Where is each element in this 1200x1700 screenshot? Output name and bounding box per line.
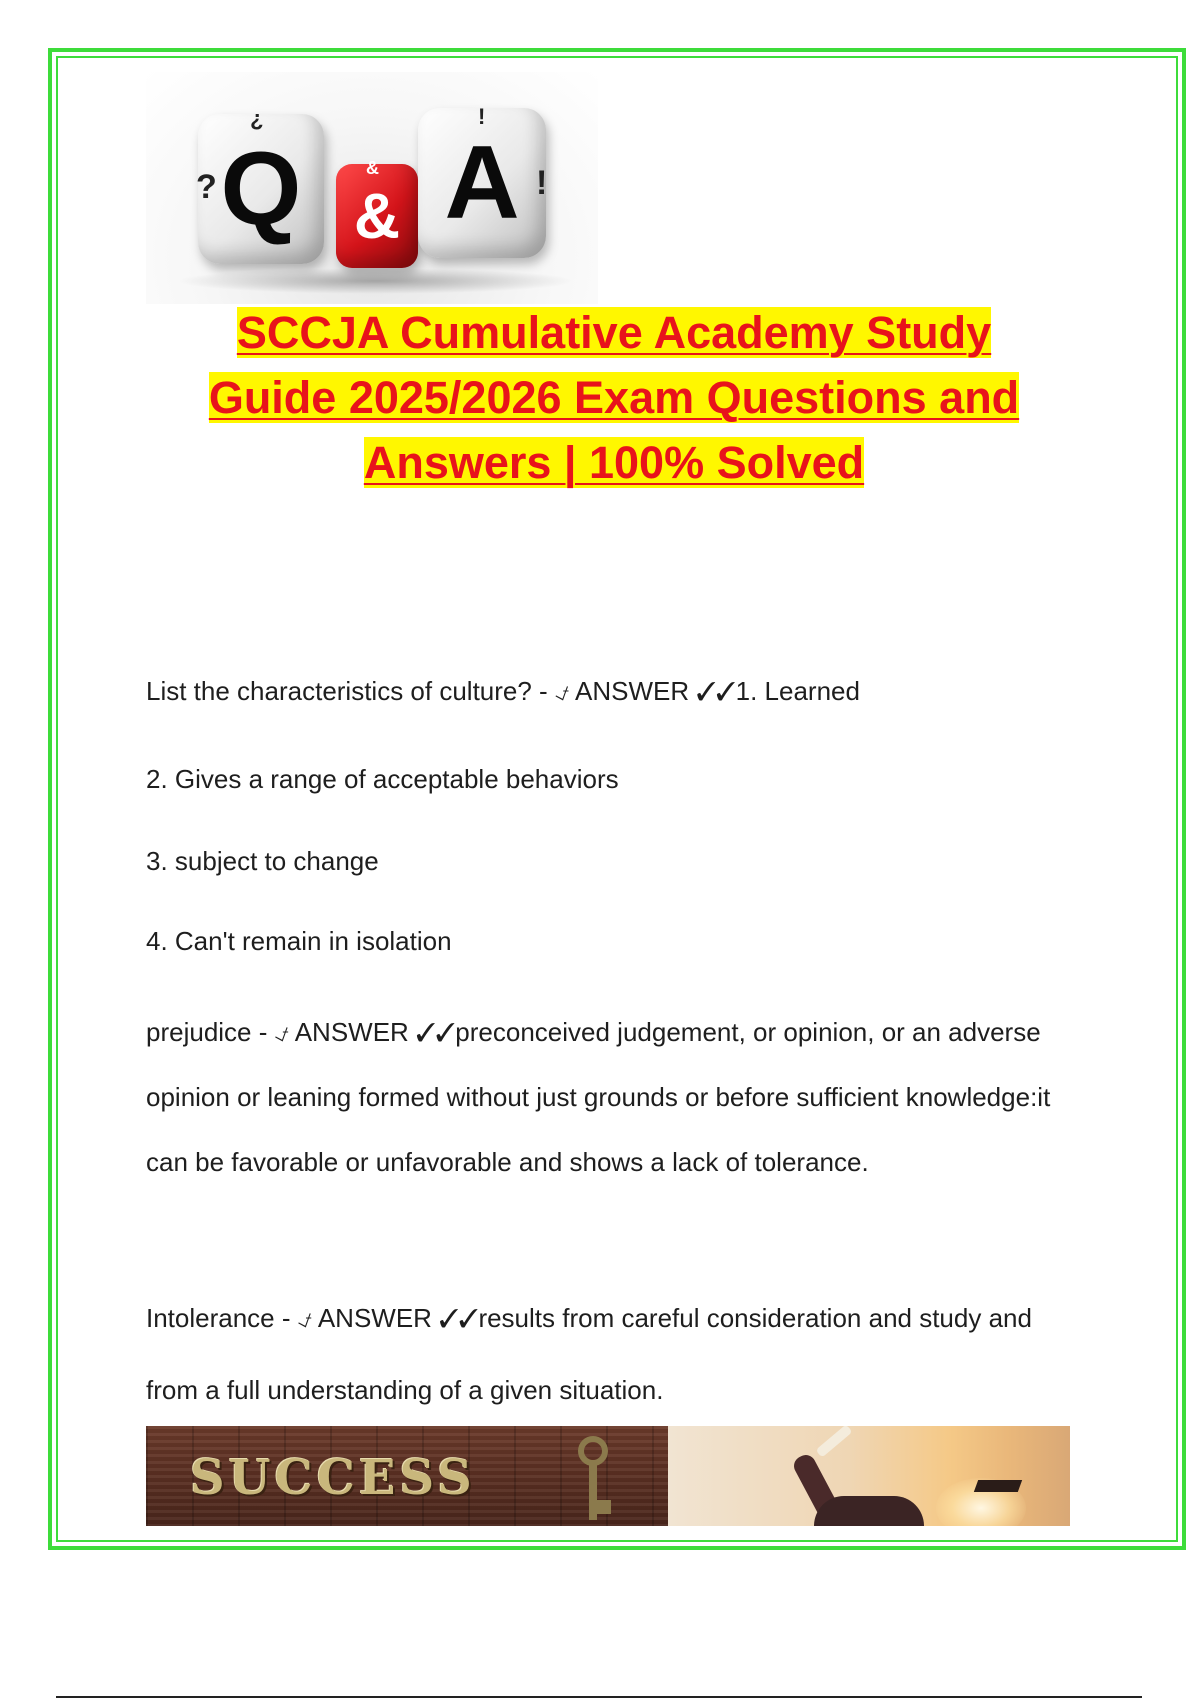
- graduate-silhouette: [814, 1496, 924, 1526]
- die-q-side-mark: ?: [196, 168, 217, 206]
- banner-wood-panel: [146, 1426, 668, 1526]
- graduation-cap-icon: [974, 1480, 1022, 1492]
- title-line-1: SCCJA Cumulative Academy Study: [236, 307, 992, 358]
- diploma-icon: [815, 1426, 852, 1458]
- question-intolerance: Intolerance - ⍻ ANSWER ✓✓results from careful consideration and study and from a full understanding of a given situation.: [146, 1303, 1032, 1405]
- banner-success-word: SUCCESS: [190, 1450, 476, 1506]
- graduate-sunset-photo: [668, 1426, 1070, 1526]
- answer-item-2: 2. Gives a range of acceptable behaviors: [146, 764, 619, 794]
- title-line-3: Answers | 100% Solved: [363, 437, 865, 488]
- key-bit: [597, 1500, 611, 1514]
- answer-item-4: 4. Can't remain in isolation: [146, 926, 452, 956]
- die-a-side-mark: !: [536, 164, 548, 202]
- dice-shadow: [176, 268, 576, 294]
- question-prejudice: prejudice - ⍻ ANSWER ✓✓preconceived judgement, or opinion, or an adverse opinion or leaning formed without just grounds or before sufficient knowledge:it can be favorable or unfavorable and shows a lack of tolerance.: [146, 1017, 1051, 1177]
- answer-item-3: 3. subject to change: [146, 846, 379, 876]
- document-title: [150, 300, 1078, 495]
- key-shaft: [589, 1464, 597, 1520]
- die-q-top-mark: ?: [250, 109, 264, 134]
- qa-dice-icon: [146, 72, 598, 304]
- die-ampersand: &: [336, 164, 418, 268]
- footer-divider: [56, 1696, 1142, 1698]
- title-line-2: Guide 2025/2026 Exam Questions and: [208, 372, 1020, 423]
- die-q: Q: [198, 114, 324, 264]
- question-culture: List the characteristics of culture? - ⍻ ANSWER ✓✓1. Learned: [146, 676, 860, 706]
- die-a-top-mark: !: [478, 104, 486, 129]
- die-amp-top-mark: &: [366, 158, 379, 178]
- success-banner: [146, 1426, 1070, 1526]
- die-a: A: [418, 108, 546, 258]
- key-icon: [560, 1436, 620, 1522]
- key-ring: [578, 1436, 608, 1466]
